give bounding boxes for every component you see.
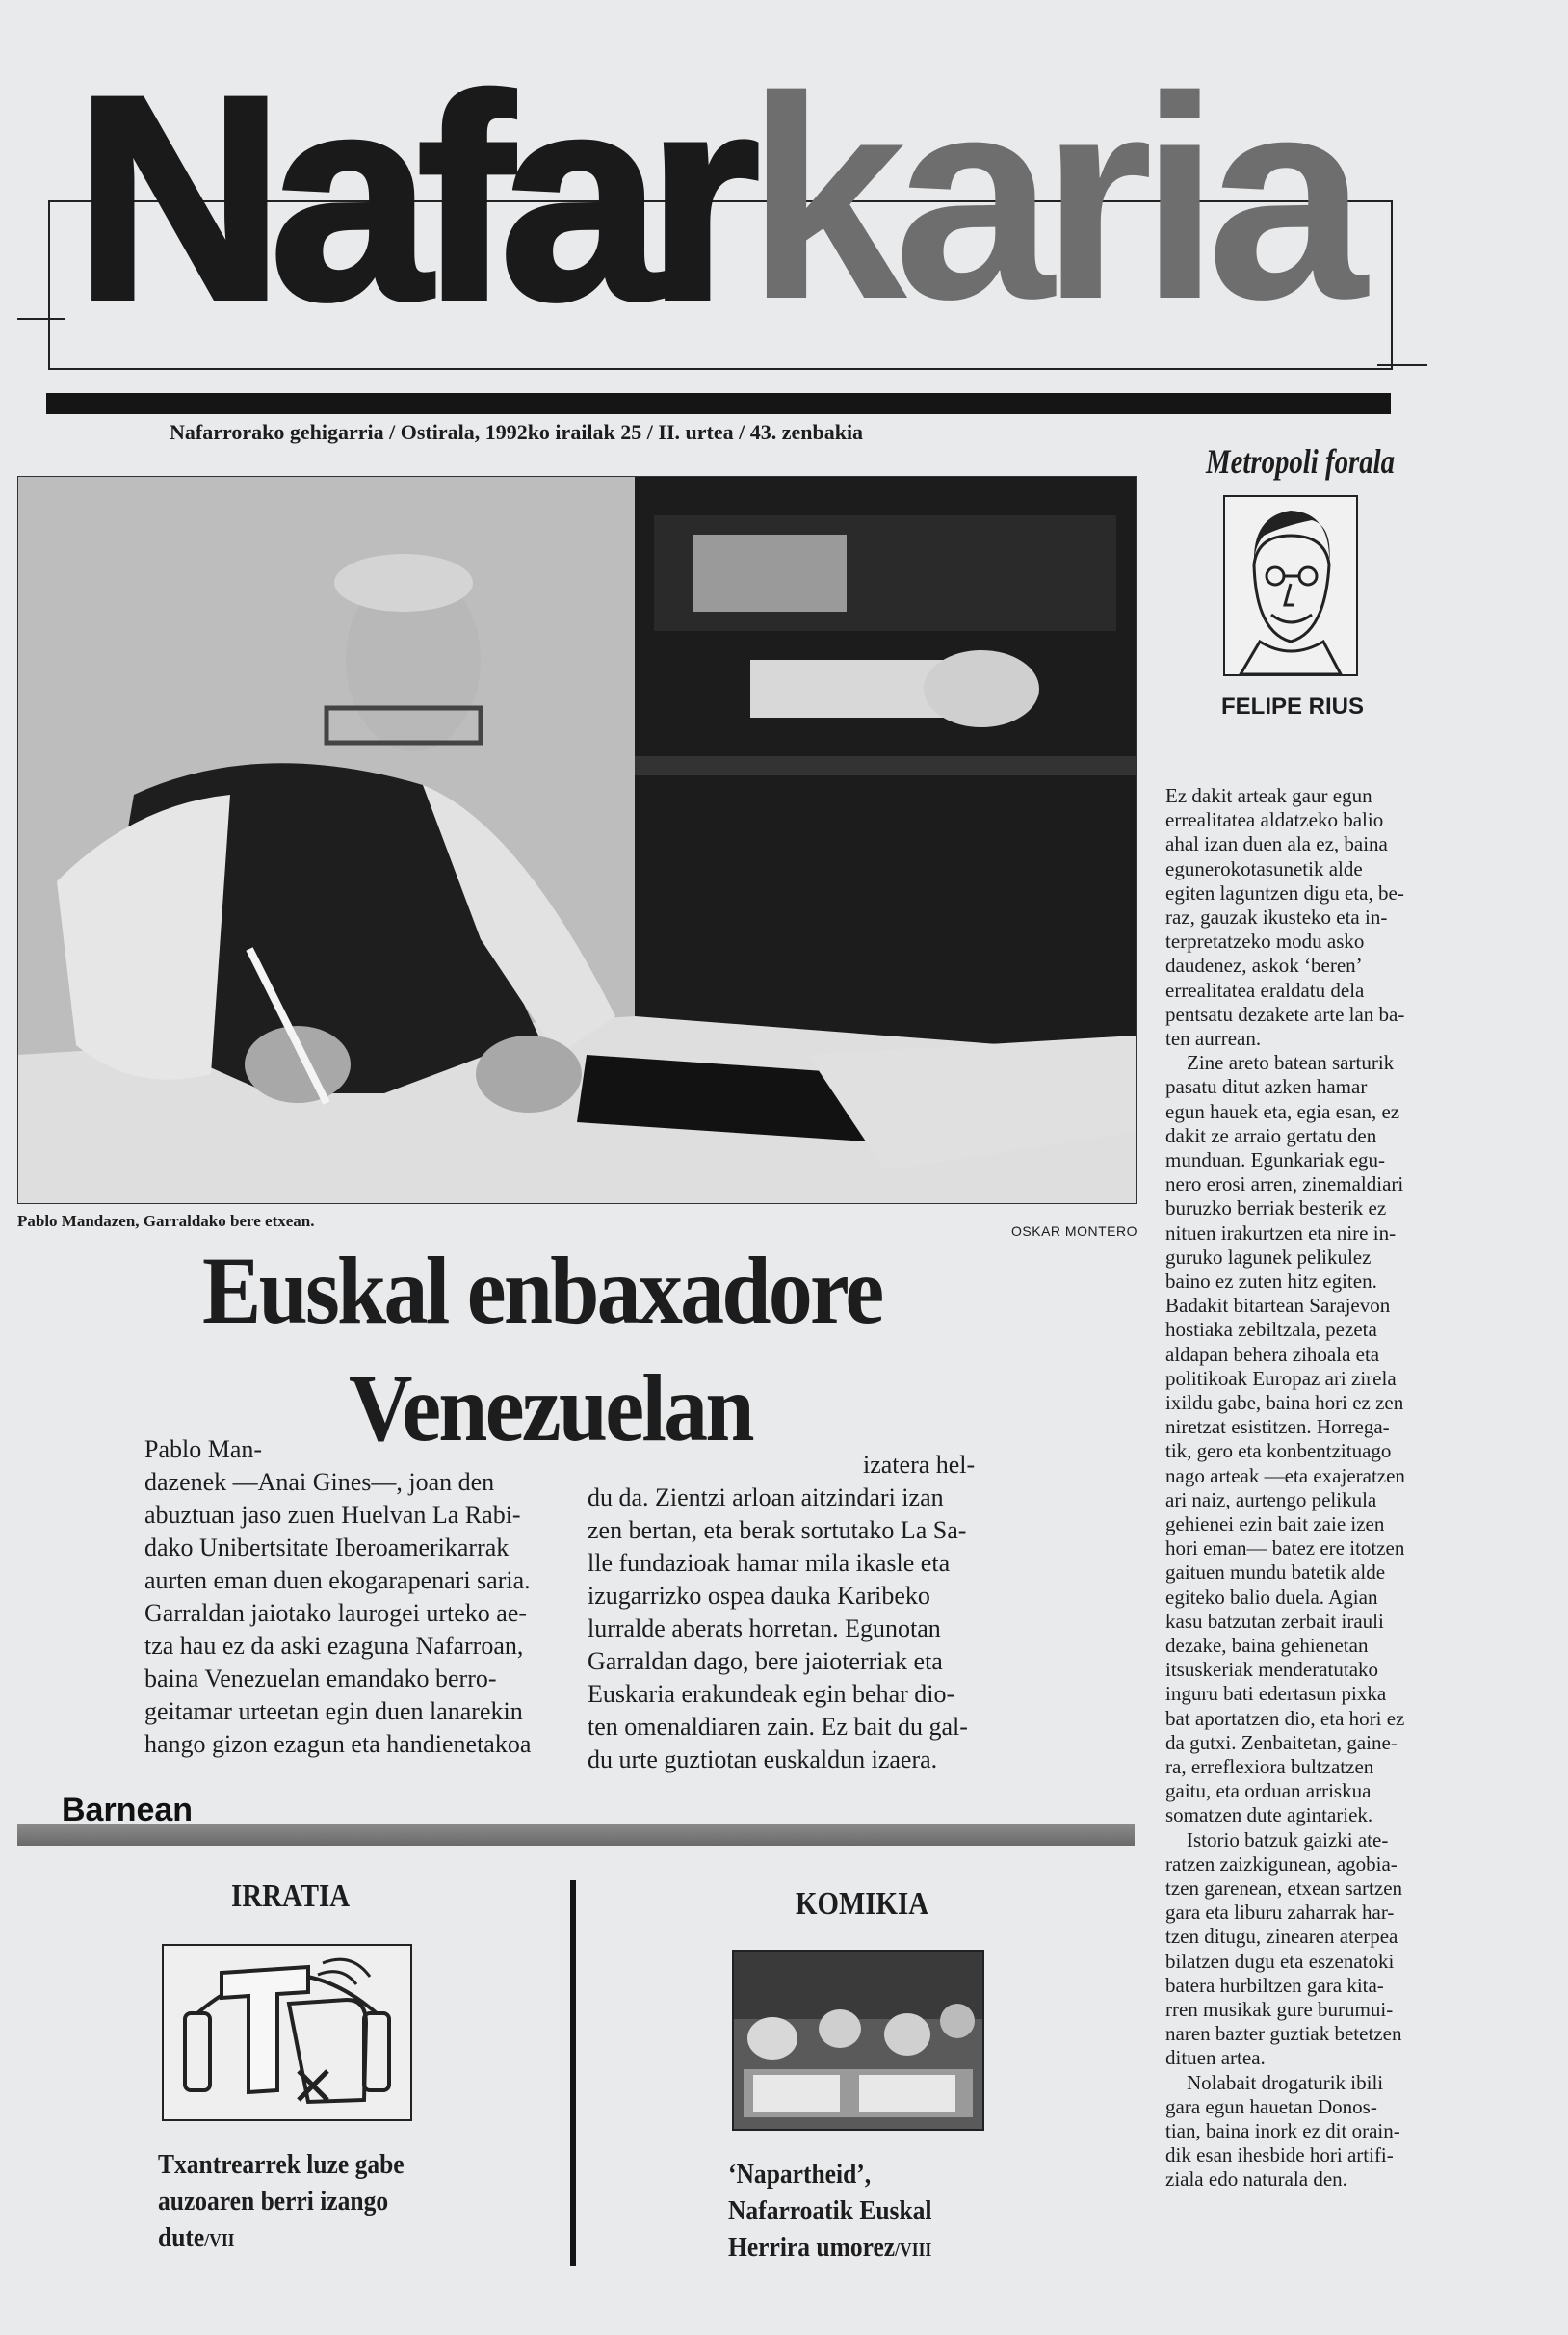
komikia-teaser-line: [728, 2229, 931, 2269]
column-line: ratzen zaizkigunean, agobia-: [1165, 1851, 1398, 1876]
column-line: tzen ditugu, zinearen aterpea: [1165, 1925, 1398, 1949]
lede-line: lle fundazioak hamar mila ikasle eta: [588, 1549, 951, 1577]
column-line: da gutxi. Zenbaitetan, gaine-: [1165, 1730, 1398, 1754]
lede-line: izugarrizko ospea dauka Karibeko: [588, 1582, 930, 1610]
lede-line: dazenek —Anai Gines—, joan den: [144, 1468, 495, 1496]
komikia-teaser-line: Nafarroatik Euskal: [728, 2195, 932, 2226]
column-line: nituen irakurtzen eta nire in-: [1165, 1220, 1397, 1245]
column-line: ten aurrean.: [1165, 1027, 1262, 1050]
column-line: buruzko berriak besterik ez: [1165, 1196, 1387, 1220]
lede-line: du urte guztiotan euskaldun izaera.: [588, 1745, 938, 1773]
column-line: gaituen mundu batetik alde: [1165, 1561, 1386, 1585]
headline-line-2: Venezuelan: [349, 1354, 752, 1461]
column-line: politikoak Europaz ari zirela: [1165, 1366, 1397, 1390]
column-line: bilatzen dugu eta eszenatoki: [1165, 1949, 1395, 1973]
logo-part-2: karia: [746, 36, 1354, 359]
lede-line: du da. Zientzi arloan aitzindari izan: [588, 1483, 944, 1511]
komikia-image: [732, 1950, 984, 2131]
lede-line: hango gizon ezagun eta handienetakoa: [144, 1730, 532, 1758]
column-line: tzen garenean, etxean sartzen: [1165, 1876, 1403, 1900]
lede-line: baina Venezuelan emandako berro-: [144, 1665, 497, 1692]
barnean-divider: [570, 1880, 576, 2266]
column-line: egun hauek eta, egia esan, ez: [1165, 1099, 1400, 1123]
column-line: dezake, baina gehienetan: [1165, 1634, 1369, 1657]
column-line: dik esan ihesbide hori artifi-: [1165, 2143, 1394, 2167]
masthead-bar: [46, 393, 1391, 414]
newspaper-logo: [75, 36, 1354, 359]
column-line: naren bazter guztiak betetzen: [1165, 2022, 1402, 2046]
komikia-heading: KOMIKIA: [796, 1886, 929, 1922]
column-line: pasatu ditut azken hamar: [1165, 1075, 1368, 1099]
column-line: egunerokotasunetik alde: [1165, 856, 1363, 880]
lede-line: lurralde aberats horretan. Egunotan: [588, 1614, 941, 1642]
column-line: egiten laguntzen digu eta, be-: [1165, 880, 1404, 905]
headline-line-1: Euskal enbaxadore: [202, 1237, 882, 1344]
column-line: somatzen dute agintariek.: [1165, 1803, 1373, 1827]
irratia-teaser-line: auzoaren berri izango: [158, 2186, 389, 2217]
column-line: inguru bati edertasun pixka: [1165, 1682, 1387, 1706]
lead-photo-image: [18, 477, 1136, 1203]
column-line: munduan. Egunkariak egu-: [1165, 1148, 1386, 1171]
lead-photo: [17, 476, 1137, 1204]
issue-line: Nafarrorako gehigarria / Ostirala, 1992ko irailak 25 / II. urtea / 43. zenbakia: [170, 420, 864, 444]
photo-credit: OSKAR MONTERO: [1011, 1223, 1137, 1239]
lede-line: Garraldan jaiotako laurogei urteko ae-: [144, 1599, 528, 1627]
irratia-logo: [162, 1944, 412, 2121]
column-line: itsuskeriak menderatutako: [1165, 1658, 1379, 1682]
column-line: dituen artea.: [1165, 2046, 1266, 2070]
column-line: baino ez zuten hitz egiten.: [1165, 1270, 1377, 1293]
columnist-caricature-icon: [1225, 497, 1356, 674]
column-line: dakit ze arraio gertatu den: [1165, 1123, 1377, 1147]
lede-line: Pablo Man-: [144, 1435, 263, 1463]
column-line: nero erosi arren, zinemaldiari: [1165, 1172, 1404, 1196]
column-line: Zine areto batean sarturik: [1187, 1051, 1395, 1075]
column-line: bat aportatzen dio, eta hori ez: [1165, 1706, 1405, 1730]
column-line: ahal izan duen ala ez, baina: [1165, 832, 1388, 856]
column-line: tian, baina inork ez dit orain-: [1165, 2119, 1400, 2142]
column-line: terpretatzeko modu asko: [1165, 930, 1365, 954]
column-line: daudenez, askok ‘beren’: [1165, 954, 1363, 978]
lede-line: izatera hel-: [863, 1451, 976, 1479]
lede-line: dako Unibertsitate Iberoamerikarrak: [144, 1534, 510, 1561]
column-line: Ez dakit arteak gaur egun: [1165, 784, 1372, 807]
column-line: tik, gero eta konbentzituago: [1165, 1439, 1392, 1463]
column-line: kasu batzutan zerbait irauli: [1165, 1609, 1384, 1633]
lede-line: abuztuan jaso zuen Huelvan La Rabi-: [144, 1501, 521, 1529]
masthead-rule-right: [1377, 364, 1427, 366]
column-line: ixildu gabe, baina hori ez zen: [1165, 1391, 1404, 1414]
column-line: batera hurbiltzen gara kita-: [1165, 1973, 1384, 1997]
columnist-portrait: [1223, 495, 1358, 676]
column-line: ziala edo naturala den.: [1165, 2167, 1347, 2191]
irratia-page-ref: /VII: [204, 2230, 235, 2251]
column-title: Metropoli forala: [1206, 442, 1396, 481]
column-line: pentsatu dezakete arte lan ba-: [1165, 1002, 1405, 1026]
irratia-teaser-line: Txantrearrek luze gabe: [158, 2149, 405, 2180]
column-line: raz, gauzak ikusteko eta in-: [1165, 905, 1388, 929]
photo-caption: Pablo Mandazen, Garraldako bere etxean.: [17, 1212, 315, 1230]
komikia-page-ref: /VIII: [895, 2240, 932, 2261]
lede-line: Euskaria erakundeak egin behar dio-: [588, 1680, 955, 1708]
column-line: hostiaka zebiltzala, pezeta: [1165, 1318, 1377, 1342]
lede-line: tza hau ez da aski ezaguna Nafarroan,: [144, 1632, 524, 1660]
lede-line: ten omenaldiaren zain. Ez bait du gal-: [588, 1713, 968, 1741]
column-line: gaitu, eta orduan arriskua: [1165, 1779, 1372, 1803]
column-line: gara egun hauetan Donos-: [1165, 2094, 1377, 2118]
lede-line: geitamar urteetan egin duen lanarekin: [144, 1697, 523, 1725]
lede-line: zen bertan, eta berak sortutako La Sa-: [588, 1516, 967, 1544]
komikia-teaser-end: Herrira umorez: [728, 2232, 896, 2263]
column-line: nago arteak —eta exajeratzen: [1165, 1463, 1405, 1487]
column-line: aldapan behera zihoala eta: [1165, 1342, 1380, 1366]
column-line: Istorio batzuk gaizki ate-: [1187, 1827, 1389, 1851]
column-line: niretzat esistitzen. Horrega-: [1165, 1415, 1390, 1439]
column-line: Nolabait drogaturik ibili: [1187, 2070, 1384, 2094]
columnist-name: FELIPE RIUS: [1221, 694, 1365, 720]
column-line: ra, erreflexiora bultzatzen: [1165, 1755, 1374, 1778]
logo-part-1: Nafar: [75, 36, 746, 359]
barnean-label: Barnean: [62, 1792, 194, 1828]
komikia-teaser-line: ‘Napartheid’,: [728, 2159, 872, 2190]
column-line: errealitatea eraldatu dela: [1165, 978, 1365, 1002]
column-line: rren musikak gure burumui-: [1165, 1998, 1394, 2021]
radio-logo-icon: [164, 1946, 410, 2119]
column-line: egiteko balio duela. Agian: [1165, 1585, 1378, 1609]
column-line: gehienei ezin bait zaie izen: [1165, 1512, 1385, 1535]
irratia-teaser-line: [158, 2219, 235, 2259]
lede-line: Garraldan dago, bere jaioterriak eta: [588, 1647, 943, 1675]
masthead-rule-left: [17, 318, 65, 320]
column-line: Badakit bitartean Sarajevon: [1165, 1294, 1391, 1318]
irratia-teaser-end: dute: [158, 2222, 205, 2253]
column-line: gara eta liburu zaharrak har-: [1165, 1901, 1395, 1925]
column-line: errealitatea aldatzeko balio: [1165, 808, 1384, 832]
comic-strip-image: [734, 1952, 982, 2129]
irratia-heading: IRRATIA: [231, 1878, 351, 1914]
column-line: hori eman— batez ere itotzen: [1165, 1536, 1405, 1561]
lede-line: aurten eman duen ekogarapenari saria.: [144, 1566, 531, 1594]
column-line: ari naiz, aurtengo pelikula: [1165, 1487, 1377, 1511]
column-line: guruko lagunek pelikulez: [1165, 1245, 1372, 1269]
